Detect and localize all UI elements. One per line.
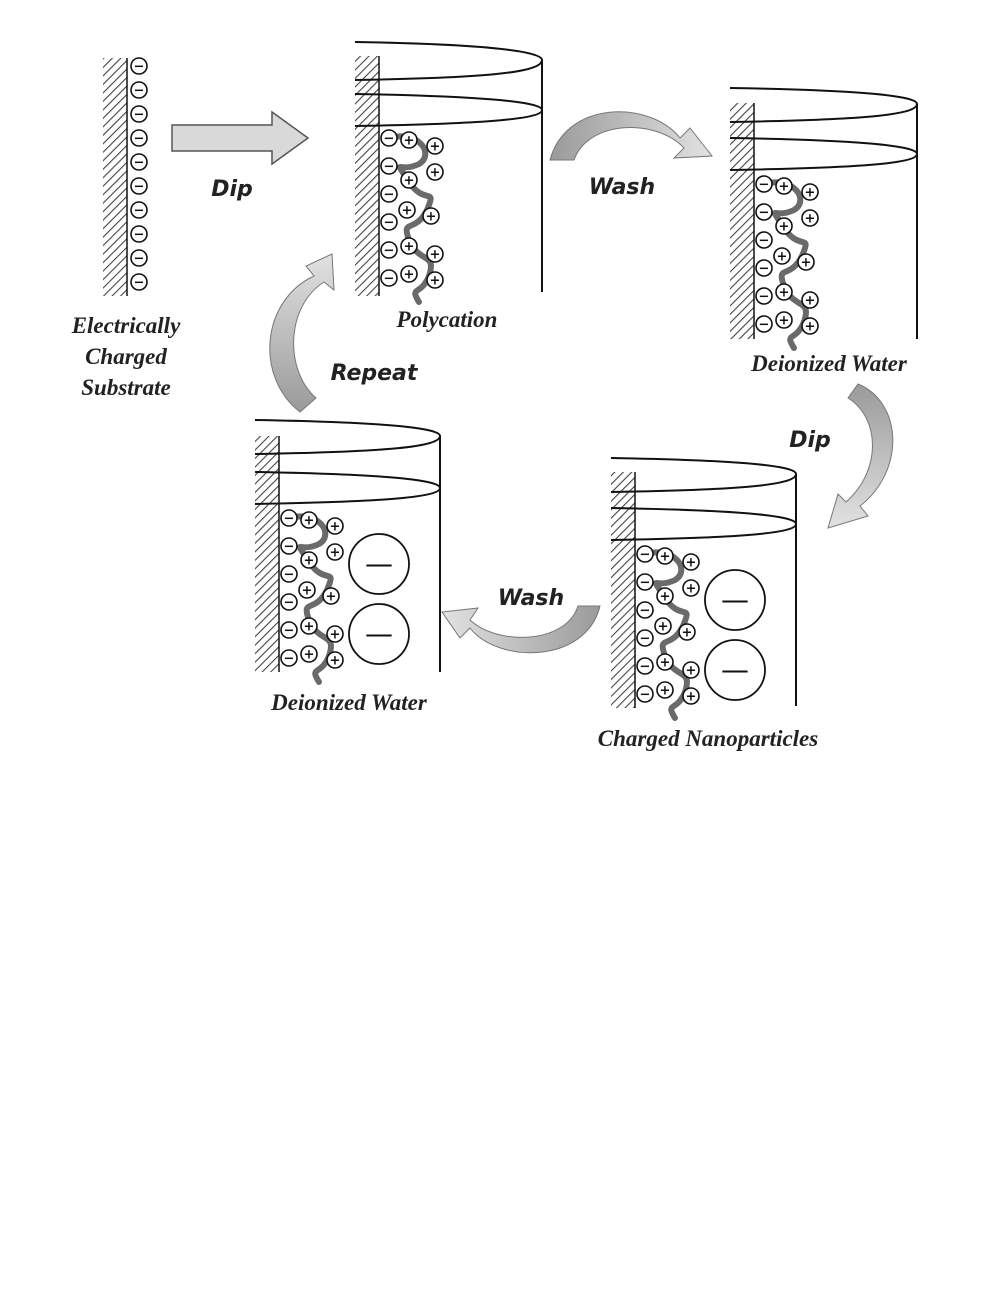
svg-text:−: − <box>283 567 295 583</box>
svg-text:−: − <box>383 271 395 287</box>
substrate-stage <box>103 58 147 296</box>
svg-text:−: − <box>639 631 651 647</box>
positive-charge-icon <box>327 652 343 669</box>
positive-charge-icon <box>401 238 417 255</box>
svg-text:−: − <box>383 215 395 231</box>
svg-text:+: + <box>329 545 341 561</box>
svg-text:—: — <box>365 617 393 650</box>
svg-text:−: − <box>758 317 770 333</box>
positive-charge-icon <box>657 548 673 565</box>
svg-text:+: + <box>778 179 790 195</box>
repeat-label: Repeat <box>330 361 418 386</box>
positive-charge-icon <box>683 688 699 705</box>
negative-nanoparticle-icon <box>349 534 409 594</box>
negative-charge-icon <box>381 130 397 147</box>
negative-charge-icon <box>131 106 147 123</box>
positive-charge-icon <box>427 138 443 155</box>
svg-text:+: + <box>685 663 697 679</box>
negative-charge-icon <box>131 130 147 147</box>
deionized-water-beaker-2 <box>255 420 440 682</box>
negative-charge-icon <box>381 158 397 175</box>
deionized-water-beaker-1 <box>730 88 917 348</box>
svg-text:+: + <box>429 139 441 155</box>
dip-arrow-2 <box>828 384 893 528</box>
negative-charge-icon <box>756 260 772 277</box>
svg-text:+: + <box>804 185 816 201</box>
wash-arrow-1 <box>550 112 712 160</box>
negative-charge-icon <box>381 270 397 287</box>
negative-charge-icon <box>131 226 147 243</box>
substrate-negative-charges <box>131 58 147 291</box>
nanoparticle-layer <box>281 510 409 682</box>
negative-charge-icon <box>637 574 653 591</box>
svg-text:+: + <box>303 553 315 569</box>
positive-charge-icon <box>327 544 343 561</box>
svg-text:−: − <box>133 251 145 267</box>
svg-text:−: − <box>758 177 770 193</box>
negative-nanoparticle-icon <box>705 570 765 630</box>
svg-text:+: + <box>685 581 697 597</box>
svg-text:−: − <box>133 179 145 195</box>
svg-text:−: − <box>758 233 770 249</box>
substrate-plate <box>103 58 127 296</box>
svg-text:−: − <box>758 205 770 221</box>
negative-charge-icon <box>131 274 147 291</box>
svg-text:+: + <box>429 165 441 181</box>
positive-charge-icon <box>427 246 443 263</box>
svg-text:+: + <box>659 589 671 605</box>
svg-text:−: − <box>133 227 145 243</box>
svg-text:+: + <box>657 619 669 635</box>
negative-charge-icon <box>637 602 653 619</box>
svg-text:+: + <box>659 655 671 671</box>
svg-text:—: — <box>365 547 393 580</box>
substrate-label-line-2: Charged <box>85 344 167 369</box>
positive-charge-icon <box>683 580 699 597</box>
deionized-water-label-2: Deionized Water <box>271 690 427 715</box>
svg-text:+: + <box>681 625 693 641</box>
svg-text:−: − <box>133 155 145 171</box>
svg-text:+: + <box>685 555 697 571</box>
positive-charge-icon <box>683 662 699 679</box>
svg-text:−: − <box>283 623 295 639</box>
svg-text:−: − <box>639 575 651 591</box>
svg-text:+: + <box>401 203 413 219</box>
positive-charge-icon <box>301 618 317 635</box>
svg-text:+: + <box>403 173 415 189</box>
negative-charge-icon <box>637 546 653 563</box>
negative-charge-icon <box>381 242 397 259</box>
positive-charge-icon <box>776 218 792 235</box>
polycation-label: Polycation <box>396 307 498 332</box>
positive-charge-icon <box>776 284 792 301</box>
svg-text:−: − <box>639 687 651 703</box>
dip-label-2: Dip <box>789 428 831 453</box>
positive-charge-icon <box>657 654 673 671</box>
negative-charge-icon <box>131 178 147 195</box>
svg-text:+: + <box>778 313 790 329</box>
negative-charge-icon <box>281 538 297 555</box>
positive-charge-icon <box>683 554 699 571</box>
svg-text:−: − <box>133 131 145 147</box>
svg-text:+: + <box>659 549 671 565</box>
svg-text:−: − <box>283 511 295 527</box>
positive-charge-icon <box>327 518 343 535</box>
svg-text:+: + <box>659 683 671 699</box>
svg-text:−: − <box>383 243 395 259</box>
nanoparticle-layer <box>637 546 765 718</box>
charged-nanoparticles-label: Charged Nanoparticles <box>597 726 819 751</box>
svg-text:+: + <box>685 689 697 705</box>
negative-charge-icon <box>131 82 147 99</box>
polycation-layer <box>381 130 443 302</box>
svg-text:−: − <box>639 659 651 675</box>
negative-charge-icon <box>131 154 147 171</box>
svg-text:−: − <box>383 159 395 175</box>
svg-text:+: + <box>429 247 441 263</box>
svg-text:—: — <box>721 653 749 686</box>
positive-charge-icon <box>401 132 417 149</box>
positive-charge-icon <box>802 210 818 227</box>
svg-text:−: − <box>283 539 295 555</box>
negative-charge-icon <box>756 288 772 305</box>
negative-charge-icon <box>131 58 147 75</box>
negative-charge-icon <box>131 250 147 267</box>
positive-charge-icon <box>401 266 417 283</box>
dip-label-1: Dip <box>211 177 253 202</box>
svg-text:−: − <box>383 131 395 147</box>
negative-charge-icon <box>281 622 297 639</box>
svg-text:+: + <box>804 211 816 227</box>
svg-text:+: + <box>329 519 341 535</box>
svg-text:+: + <box>403 239 415 255</box>
svg-text:−: − <box>758 261 770 277</box>
svg-text:+: + <box>804 319 816 335</box>
positive-charge-icon <box>802 292 818 309</box>
dip-arrow-1 <box>172 112 308 164</box>
svg-text:+: + <box>804 293 816 309</box>
svg-text:+: + <box>303 513 315 529</box>
negative-charge-icon <box>756 176 772 193</box>
positive-charge-icon <box>679 624 695 641</box>
negative-nanoparticle-icon <box>349 604 409 664</box>
negative-charge-icon <box>637 658 653 675</box>
positive-charge-icon <box>301 512 317 529</box>
positive-charge-icon <box>427 164 443 181</box>
svg-text:−: − <box>283 595 295 611</box>
svg-text:−: − <box>639 603 651 619</box>
svg-text:−: − <box>283 651 295 667</box>
positive-charge-icon <box>776 178 792 195</box>
positive-charge-icon <box>802 184 818 201</box>
negative-charge-icon <box>756 204 772 221</box>
wash-label-2: Wash <box>497 586 565 611</box>
positive-charge-icon <box>301 646 317 663</box>
svg-text:−: − <box>133 203 145 219</box>
deionized-water-label-1: Deionized Water <box>751 351 907 376</box>
negative-charge-icon <box>381 214 397 231</box>
negative-charge-icon <box>756 232 772 249</box>
svg-text:−: − <box>758 289 770 305</box>
positive-charge-icon <box>299 582 315 599</box>
wash-arrow-2 <box>442 606 600 653</box>
positive-charge-icon <box>774 248 790 265</box>
svg-text:−: − <box>133 275 145 291</box>
svg-text:—: — <box>721 583 749 616</box>
svg-text:+: + <box>429 273 441 289</box>
svg-text:−: − <box>133 107 145 123</box>
svg-text:−: − <box>383 187 395 203</box>
positive-charge-icon <box>657 588 673 605</box>
negative-nanoparticle-icon <box>705 640 765 700</box>
negative-charge-icon <box>637 630 653 647</box>
positive-charge-icon <box>427 272 443 289</box>
positive-charge-icon <box>301 552 317 569</box>
positive-charge-icon <box>399 202 415 219</box>
svg-text:+: + <box>425 209 437 225</box>
svg-text:−: − <box>133 83 145 99</box>
positive-charge-icon <box>423 208 439 225</box>
positive-charge-icon <box>776 312 792 329</box>
svg-text:+: + <box>301 583 313 599</box>
wash-label-1: Wash <box>588 175 656 200</box>
svg-text:−: − <box>133 59 145 75</box>
positive-charge-icon <box>657 682 673 699</box>
polycation-layer <box>756 176 818 348</box>
positive-charge-icon <box>802 318 818 335</box>
svg-text:+: + <box>778 219 790 235</box>
svg-text:+: + <box>800 255 812 271</box>
negative-charge-icon <box>281 594 297 611</box>
negative-charge-icon <box>281 650 297 667</box>
positive-charge-icon <box>401 172 417 189</box>
svg-text:+: + <box>329 627 341 643</box>
svg-text:+: + <box>403 133 415 149</box>
substrate-label-line-1: Electrically <box>71 313 181 338</box>
positive-charge-icon <box>655 618 671 635</box>
negative-charge-icon <box>381 186 397 203</box>
positive-charge-icon <box>327 626 343 643</box>
svg-text:+: + <box>329 653 341 669</box>
nanoparticle-beaker <box>611 458 796 718</box>
negative-charge-icon <box>637 686 653 703</box>
svg-text:+: + <box>303 619 315 635</box>
repeat-arrow <box>270 254 334 412</box>
svg-text:+: + <box>303 647 315 663</box>
substrate-plate <box>355 56 379 296</box>
svg-text:+: + <box>325 589 337 605</box>
svg-text:+: + <box>778 285 790 301</box>
positive-charge-icon <box>798 254 814 271</box>
svg-text:+: + <box>403 267 415 283</box>
negative-charge-icon <box>131 202 147 219</box>
substrate-label-line-3: Substrate <box>81 375 171 400</box>
negative-charge-icon <box>281 566 297 583</box>
svg-text:−: − <box>639 547 651 563</box>
negative-charge-icon <box>281 510 297 527</box>
positive-charge-icon <box>323 588 339 605</box>
svg-text:+: + <box>776 249 788 265</box>
polycation-beaker <box>355 42 542 302</box>
negative-charge-icon <box>756 316 772 333</box>
